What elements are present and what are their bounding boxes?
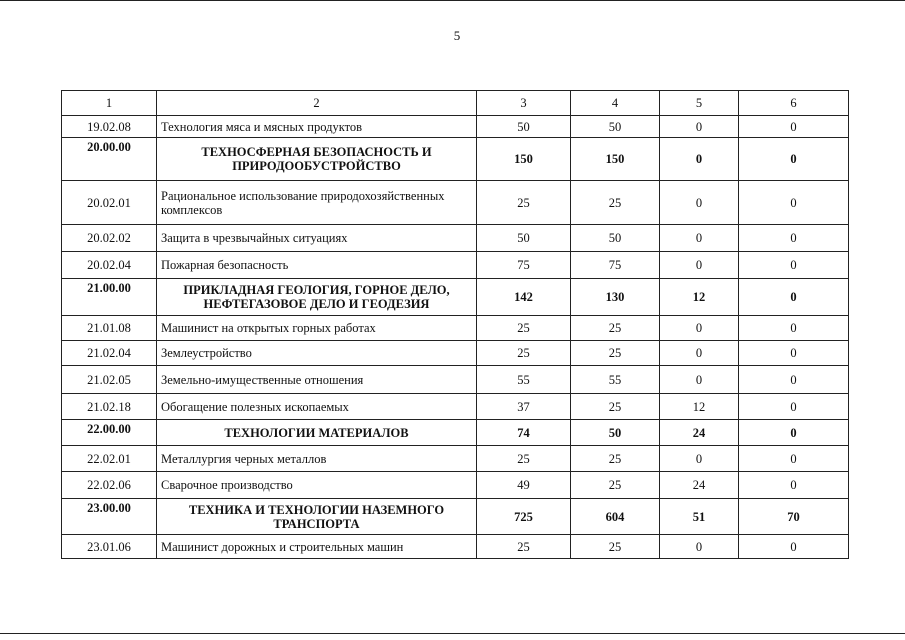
specialty-code: 21.02.18 — [62, 394, 157, 420]
value-col-3: 74 — [477, 420, 571, 446]
value-col-5: 0 — [660, 181, 739, 225]
value-col-3: 25 — [477, 316, 571, 341]
value-col-3: 725 — [477, 499, 571, 535]
value-col-3: 150 — [477, 138, 571, 181]
value-col-6: 0 — [739, 225, 849, 252]
table-row — [62, 316, 849, 341]
value-col-5: 0 — [660, 225, 739, 252]
group-row — [62, 420, 849, 446]
scan-border-top — [0, 0, 905, 1]
value-col-6: 0 — [739, 116, 849, 138]
specialty-code: 19.02.08 — [62, 116, 157, 138]
specialty-name: Пожарная безопасность — [157, 252, 477, 279]
table-row — [62, 116, 849, 138]
specialty-name: Металлургия черных металлов — [157, 446, 477, 472]
table-row — [62, 535, 849, 559]
value-col-6: 0 — [739, 138, 849, 181]
value-col-6: 0 — [739, 279, 849, 316]
value-col-4: 50 — [571, 225, 660, 252]
specialty-name: Технология мяса и мясных продуктов — [157, 116, 477, 138]
table-row — [62, 446, 849, 472]
value-col-6: 0 — [739, 341, 849, 366]
specialty-name: Защита в чрезвычайных ситуациях — [157, 225, 477, 252]
value-col-3: 37 — [477, 394, 571, 420]
value-col-4: 75 — [571, 252, 660, 279]
column-header: 4 — [571, 91, 660, 116]
value-col-5: 0 — [660, 138, 739, 181]
value-col-6: 0 — [739, 252, 849, 279]
value-col-6: 0 — [739, 394, 849, 420]
specialty-code: 22.02.06 — [62, 472, 157, 499]
specialty-name: ПРИКЛАДНАЯ ГЕОЛОГИЯ, ГОРНОЕ ДЕЛО, НЕФТЕГАЗОВОЕ ДЕЛО И ГЕОДЕЗИЯ — [157, 279, 477, 316]
value-col-3: 49 — [477, 472, 571, 499]
specialty-code: 20.02.04 — [62, 252, 157, 279]
value-col-3: 25 — [477, 446, 571, 472]
specialty-name: ТЕХНИКА И ТЕХНОЛОГИИ НАЗЕМНОГО ТРАНСПОРТА — [157, 499, 477, 535]
value-col-4: 25 — [571, 394, 660, 420]
value-col-4: 25 — [571, 341, 660, 366]
table-row — [62, 394, 849, 420]
value-col-6: 0 — [739, 316, 849, 341]
value-col-4: 25 — [571, 446, 660, 472]
column-header: 5 — [660, 91, 739, 116]
table-row — [62, 181, 849, 225]
value-col-3: 75 — [477, 252, 571, 279]
value-col-5: 0 — [660, 366, 739, 394]
specialty-code: 21.00.00 — [62, 279, 157, 316]
specialty-code: 20.00.00 — [62, 138, 157, 181]
value-col-6: 0 — [739, 420, 849, 446]
table-row — [62, 341, 849, 366]
value-col-5: 12 — [660, 279, 739, 316]
group-row — [62, 138, 849, 181]
specialty-name: Земельно-имущественные отношения — [157, 366, 477, 394]
specialty-name: Обогащение полезных ископаемых — [157, 394, 477, 420]
value-col-4: 604 — [571, 499, 660, 535]
specialty-code: 22.02.01 — [62, 446, 157, 472]
value-col-5: 24 — [660, 472, 739, 499]
specialty-code: 20.02.02 — [62, 225, 157, 252]
column-header: 2 — [157, 91, 477, 116]
specialty-code: 22.00.00 — [62, 420, 157, 446]
value-col-5: 0 — [660, 446, 739, 472]
value-col-6: 0 — [739, 366, 849, 394]
value-col-3: 142 — [477, 279, 571, 316]
admission-table — [61, 90, 849, 559]
value-col-3: 55 — [477, 366, 571, 394]
table-body — [62, 91, 849, 559]
specialty-code: 23.01.06 — [62, 535, 157, 559]
value-col-5: 24 — [660, 420, 739, 446]
value-col-4: 55 — [571, 366, 660, 394]
value-col-4: 25 — [571, 535, 660, 559]
column-header: 3 — [477, 91, 571, 116]
specialty-code: 21.02.04 — [62, 341, 157, 366]
group-row — [62, 499, 849, 535]
value-col-4: 25 — [571, 316, 660, 341]
value-col-6: 0 — [739, 181, 849, 225]
value-col-6: 70 — [739, 499, 849, 535]
column-header: 6 — [739, 91, 849, 116]
value-col-4: 130 — [571, 279, 660, 316]
value-col-4: 25 — [571, 472, 660, 499]
specialty-name: Сварочное производство — [157, 472, 477, 499]
value-col-4: 150 — [571, 138, 660, 181]
specialty-name: Рациональное использование природохозяйственных комплексов — [157, 181, 477, 225]
value-col-3: 25 — [477, 341, 571, 366]
column-header-row — [62, 91, 849, 116]
specialty-code: 23.00.00 — [62, 499, 157, 535]
specialty-name: Землеустройство — [157, 341, 477, 366]
page-number: 5 — [453, 28, 461, 43]
specialty-name: ТЕХНОСФЕРНАЯ БЕЗОПАСНОСТЬ И ПРИРОДООБУСТРОЙСТВО — [157, 138, 477, 181]
value-col-5: 0 — [660, 116, 739, 138]
value-col-3: 25 — [477, 535, 571, 559]
value-col-6: 0 — [739, 472, 849, 499]
value-col-3: 25 — [477, 181, 571, 225]
value-col-5: 0 — [660, 535, 739, 559]
value-col-5: 0 — [660, 252, 739, 279]
value-col-5: 12 — [660, 394, 739, 420]
value-col-4: 50 — [571, 116, 660, 138]
value-col-6: 0 — [739, 535, 849, 559]
value-col-3: 50 — [477, 225, 571, 252]
value-col-5: 0 — [660, 316, 739, 341]
specialty-name: Машинист на открытых горных работах — [157, 316, 477, 341]
specialty-name: ТЕХНОЛОГИИ МАТЕРИАЛОВ — [157, 420, 477, 446]
scan-border-bottom — [0, 633, 905, 634]
table-row — [62, 225, 849, 252]
table-row — [62, 366, 849, 394]
specialty-name: Машинист дорожных и строительных машин — [157, 535, 477, 559]
specialty-code: 20.02.01 — [62, 181, 157, 225]
group-row — [62, 279, 849, 316]
value-col-6: 0 — [739, 446, 849, 472]
table-row — [62, 252, 849, 279]
value-col-5: 51 — [660, 499, 739, 535]
specialty-code: 21.01.08 — [62, 316, 157, 341]
column-header: 1 — [62, 91, 157, 116]
value-col-3: 50 — [477, 116, 571, 138]
value-col-4: 50 — [571, 420, 660, 446]
value-col-4: 25 — [571, 181, 660, 225]
table-row — [62, 472, 849, 499]
value-col-5: 0 — [660, 341, 739, 366]
specialty-code: 21.02.05 — [62, 366, 157, 394]
